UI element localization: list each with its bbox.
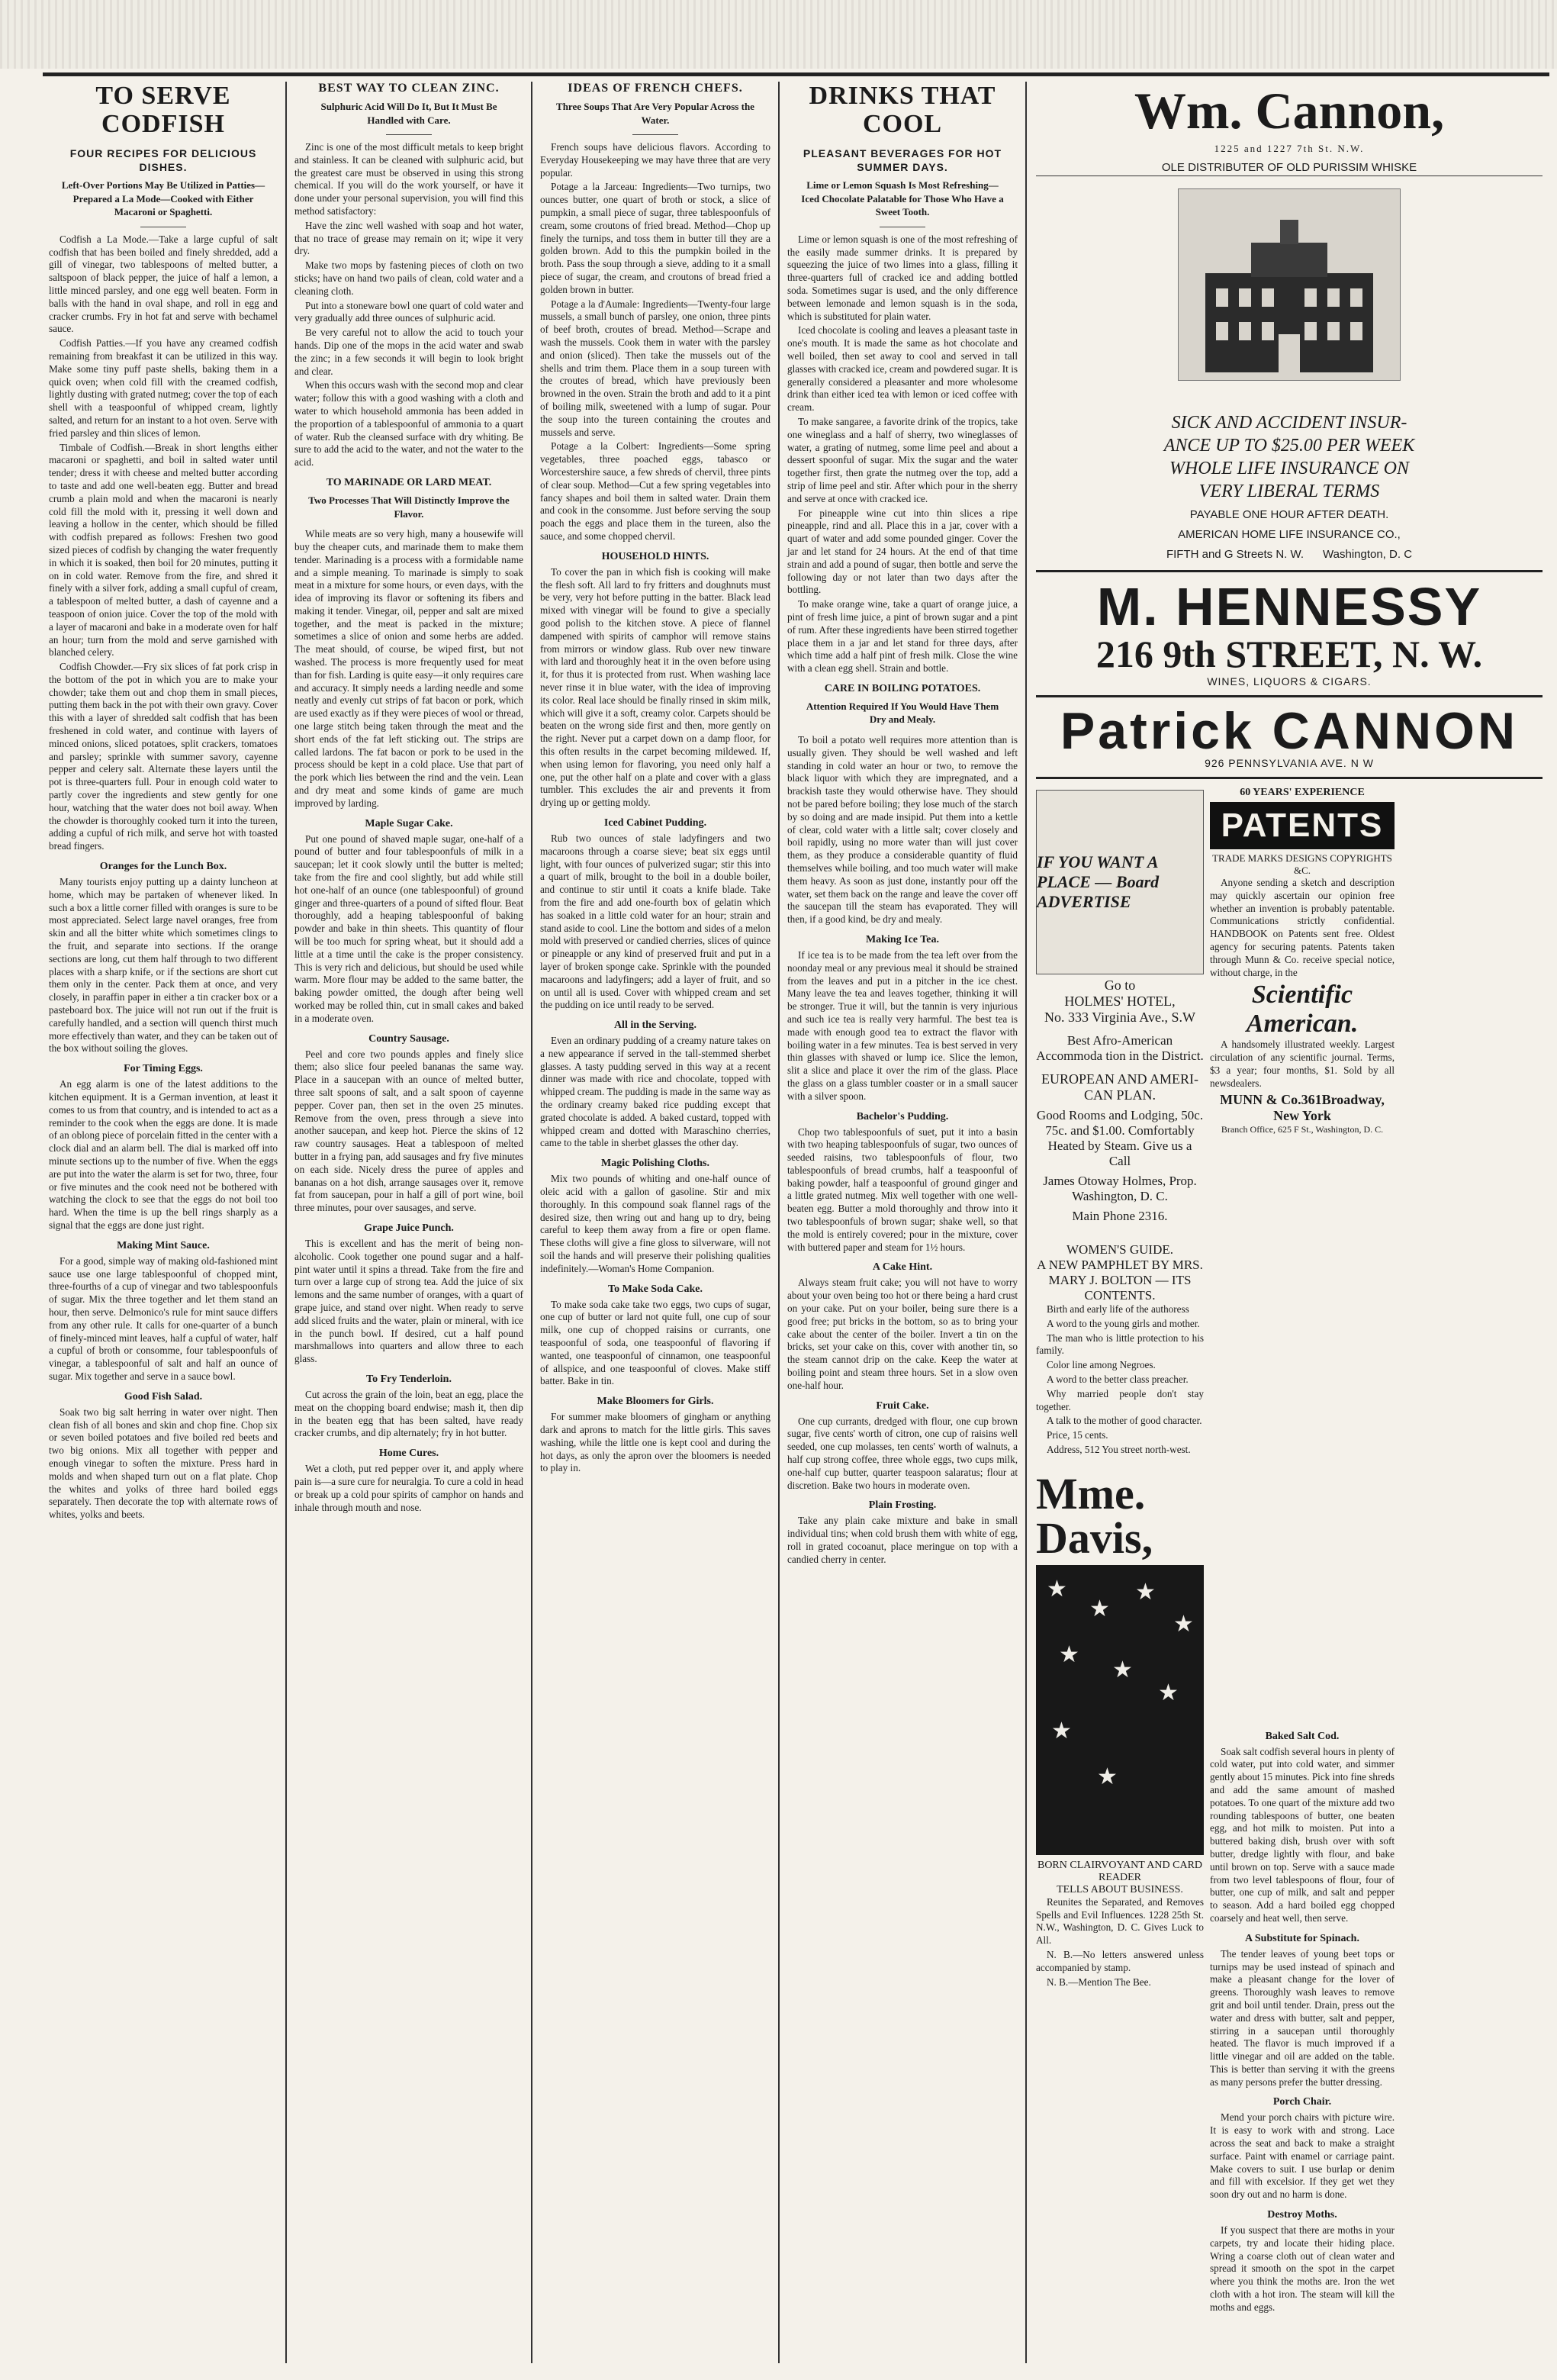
section-title: To Make Soda Cake. [608, 1283, 703, 1295]
ad-patents-and-recipes [1210, 787, 1395, 2316]
paragraph: French soups have delicious flavors. According to Everyday Housekeeping we may have three that are very popular. [540, 141, 770, 179]
section-title: Maple Sugar Cake. [365, 817, 453, 829]
section-title: HOUSEHOLD HINTS. [601, 550, 709, 562]
ad-holmes [1036, 787, 1204, 1990]
insurance-line: ANCE UP TO $25.00 PER WEEK [1163, 436, 1415, 456]
top-scan-band [0, 0, 1557, 69]
section-text: For a good, simple way of making old-fashioned mint sauce use one large tablespoonful of chopped mint, three-fourths of a cup of vinegar and two tablespoonfuls of sugar. Mix the three together and let them stand an hour, then serve. Delmonico's rule for mint sauce differs from any other rule. It calls for one-quarter of a bunch of finely-minced mint leaves, half a cupful of water, half a cupful of broth or consomme, four tablespoonfuls of vinegar, a tablespoonful of salt and half an ounce of sugar. Mix together and serve in a sauce bowl. [49, 1254, 278, 1382]
section-title: Making Ice Tea. [865, 933, 940, 945]
guide-pamphlet: A NEW PAMPHLET BY MRS. MARY J. BOLTON — ITS CONTENTS. [1037, 1258, 1203, 1303]
advertise-cartoon-icon: IF YOU WANT A PLACE — Board ADVERTISE [1036, 790, 1204, 974]
section-title: Fruit Cake. [876, 1399, 929, 1412]
holmes-plan: EUROPEAN AND AMERI-CAN PLAN. [1041, 1071, 1198, 1103]
section-title: Baked Salt Cod. [1265, 1730, 1340, 1742]
paragraph: To make orange wine, take a quart of orange juice, a pint of fresh lime juice, a pint of brown sugar and a pint of rum. After these ingredients have been stirred together place them in a jar and let stand for three days, after which time add a half pint of fresh milk. Close the wine with a clean egg shell. Strain and bottle. [787, 598, 1018, 675]
womens-guide [1036, 1242, 1204, 1457]
mme-davis-name: Mme. Davis, [1036, 1468, 1153, 1563]
paragraph: Potage a la Jarceau: Ingredients—Two turnips, two ounces butter, one quart of broth or stock, a slice of pumpkin, a small piece of sugar, three tablespoonfuls of cream, some croutons of fried bread. Method—Chop up finely the turnips, and toss them in butter till they are a golden brown. Add to this the pumpkin boiled in the broth. Pass the soup through a sieve, adding to it a small piece of sugar, the cream, and croutons of bread fried a golden brown in butter. [540, 181, 770, 295]
section-title: Magic Polishing Cloths. [601, 1158, 709, 1170]
section-text: Soak salt codfish several hours in plenty of cold water, put into cold water, and simmer gently about 15 minutes. Pick into fine shreds and add the same amount of mashed potatoes. To one quart of the mixture add two rounding tablespoons of butter, one beaten egg, and hot milk to moisten. Put into a buttered baking dish, brush over with soft butter, dredge lightly with flour, and bake until brown on top. Serve with a sauce made from two level tablespoons of flour, four of butter, one cup of milk, and salt and pepper to season. Add a hard boiled egg chopped coarsely and heat well, then serve. [1210, 1745, 1395, 1924]
section-text: While meats are so very high, many a housewife will buy the cheaper cuts, and marinade them to make them tender. Marinading is a process with a formidable name and a simple meaning. To marinade is simply to soak meat in a mixture for some hours, or even days, with the idea of improving its flavor or softening its fibers and making it tender. Vinegar, oil, pepper and salt are mixed together, and the meat is packed in the mixture; sometimes a slice of onion and some herbs are added. The meat should, of course, be wiped first, but not washed. The process is more frequently used for meat than for fish. Larding is quite easy—it only requires care and accuracy. It simply needs a larding needle and some neatly and evenly cut strips of fat bacon or pork, which are used exactly as if they were pieces of wool or thread, one large stitch being taken through the meat and the short ends of the fat left sticking out. The strips are called lardons. The fat bacon or pork to be used in the process should be kept in a cold place. Use that part of the pork which lies between the rind and the vein. Lean and dry meat and some kinds of game are much improved by larding. [294, 528, 523, 809]
section-text: Mix two pounds of whiting and one-half ounce of oleic acid with a gallon of gasoline. Stir and mix thoroughly. In this compound soak flannel rags of the desired size, then wring out and hang up to dry, being careful to keep them away from a fire or open flame. These cloths will give a fine gloss to silverware, will not soil the hands and will preserve their polishing qualities indefinitely.—Woman's Home Companion. [540, 1173, 770, 1274]
column-divider [285, 82, 287, 2363]
wm-cannon-name: Wm. Cannon, [1134, 82, 1445, 140]
section-title: Destroy Moths. [1267, 2209, 1337, 2221]
holmes-address: No. 333 Virginia Ave., S.W [1044, 1010, 1195, 1025]
holmes-desc: Best Afro-American Accommoda tion in the District. [1036, 1033, 1204, 1063]
davis-tells: TELLS ABOUT BUSINESS. [1057, 1883, 1183, 1895]
paragraph: Lime or lemon squash is one of the most refreshing of the easily made summer drinks. It is prepared by squeezing the juice of two limes into a glass, filling it three-quarters full of cracked ice and adding bottled soda. Sometimes sugar is used, and the only difference between lemonade and lemon squash is in the soda, which is substituted for plain water. [787, 233, 1018, 322]
paragraph: Zinc is one of the most difficult metals to keep bright and stainless. It can be cleaned with sulphuric acid, but the greatest care must be observed in using this strong chemical. If you will do the work yourself, or have it done under your personal supervision, you will find this method satisfactory: [294, 141, 523, 217]
star-portrait-icon: ★ ★ ★ ★ ★ ★ ★ ★ ★ [1036, 1565, 1204, 1855]
patents-years: 60 YEARS' EXPERIENCE [1240, 787, 1365, 798]
section-text: Cut across the grain of the loin, beat an egg, place the meat on the chopping board endwise; mash it, then dip in the beaten egg that has been salted, have ready cracker crumbs, and dip alternately; fry in hot butter. [294, 1388, 523, 1439]
section-text: Even an ordinary pudding of a creamy nature takes on a new appearance if served in the tall-stemmed sherbet glasses. A tasty pudding served in this way at a recent dinner was made with rice and chocolate, topped with whipped cream. The pudding is made in the same way as the ordinary creamy baked rice pudding except that grated chocolate is added. A baked custard, topped with whipped cream and dotted with Maraschino cherries, came to the table in sherbet glasses the other day. [540, 1035, 770, 1149]
paragraph: Iced chocolate is cooling and leaves a pleasant taste in one's mouth. It is made the same as hot chocolate and well boiled, then set away to cool and served in tall glasses with cracked ice, cream and powdered sugar. It is generally considered a pleasanter and more wholesome drink than either iced tea with lemon or iced coffee with cream. [787, 324, 1018, 414]
paragraph: When this occurs wash with the second mop and clear water; follow this with a good washing with a cloth and water to which household ammonia has been added in the proportion of a tablespoonful of ammonia to a quart of water. Rub the cleansed surface with dry whiting. Be sure to add the acid to the water, and not the water to the acid. [294, 379, 524, 469]
section-title: Make Bloomers for Girls. [597, 1396, 714, 1408]
section-title: Country Sausage. [368, 1032, 449, 1045]
subdeck-drinks: Lime or Lemon Squash Is Most Refreshing—Iced Chocolate Palatable for Those Who Have a Sweet Tooth. [801, 179, 1004, 218]
section-title: Home Cures. [378, 1448, 439, 1460]
insurance-location-right: Washington, D. C [1323, 548, 1413, 561]
subdeck-zinc: Sulphuric Acid Will Do It, But It Must Be Handled with Care. [320, 101, 497, 126]
holmes-rooms: Good Rooms and Lodging, 50c. 75c. and $1.00. Comfortably Heated by Steam. Give us a Call [1036, 1108, 1204, 1168]
guide-item: Birth and early life of the authoress [1047, 1303, 1189, 1315]
ad-separator [1036, 570, 1543, 572]
section-text: Mend your porch chairs with picture wire. It is easy to work with and strong. Lace across the seat and back to make a straight surface. Paint with enamel or carriage paint. Make covers to suit. I use burlap or denim and fill with excelsior. If they get wet they soon dry out and no harm is done. [1210, 2111, 1395, 2201]
paragraph: Codfish Chowder.—Fry six slices of fat pork crisp in the bottom of the pot in which you are to make your chowder; take them out and chop them in small pieces, putting them back in the pot with their own gravy. Cover this with a layer of shredded salt codfish that has been freshened in cold water, and continue with layers of minced onions, sliced potatoes, split crackers, tomatoes and parsley; sprinkle with summer savory, cayenne pepper and celery salt. Alternate these layers until the pot is three-quarters full. Pour in enough cold water to partly cover the ingredients and stew gently for one hour, watching that the water does not boil away. When the chowder is thoroughly cooked turn it into the tureen, adding a cupful of rich milk, and serve hot with toasted bread fingers. [49, 661, 278, 852]
section-title: For Timing Eggs. [124, 1063, 203, 1075]
davis-role: BORN CLAIRVOYANT AND CARD READER [1037, 1859, 1203, 1883]
section-title: CARE IN BOILING POTATOES. [824, 682, 981, 694]
holmes-phone: Main Phone 2316. [1072, 1209, 1168, 1223]
insurance-payable: PAYABLE ONE HOUR AFTER DEATH. [1189, 508, 1389, 521]
section-text: To make soda cake take two eggs, two cups of sugar, one cup of butter or lard not quite full, one cup of sour milk, one cup of chopped raisins or currants, one teaspoonful of soda, one teaspoonful of flavoring if wanted, one teaspoonful of cinnamon, one teaspoonful of allspice, and one teaspoonful of cloves. Make stiff batter. Bake in tin. [540, 1298, 770, 1387]
column-advertisements [1030, 82, 1549, 2363]
scientific-american: Scientific American. [1246, 981, 1359, 1039]
section-title: A Substitute for Spinach. [1245, 1932, 1359, 1944]
section-title: Bachelor's Pudding. [856, 1110, 949, 1122]
section-text: If you suspect that there are moths in your carpets, try and locate their hiding place. Wring a coarse cloth out of clean water and spread it smooth on the spot in the carpet where you think the moths are. Iron the wet cloth with a hot iron. The steam will kill the moths and eggs. [1210, 2224, 1395, 2313]
section-text: Soak two big salt herring in water over night. Then clean fish of all bones and skin and chop fine. Chop six or seven boiled potatoes and five boiled red beets and two big onions. Mix all together with pepper and enough vinegar to soften the mixture. Press hard in molds and when shaped turn out on a flat plate. Chop the whites and yolks of three hard boiled eggs separately. Then decorate the top with alternate rows of whites, yolks and beets. [49, 1406, 278, 1521]
section-text: To cover the pan in which fish is cooking will make the flesh soft. All lard to fry fritters and doughnuts must be very, very hot before putting in the batter. Black lead mixed with vinegar will be found to give a specially good polish to the kitchen stove. A piece of flannel dampened with spirits of camphor will remove stains from mirrors or window glass. Rub over new tinware with lard and thoroughly heat it in the oven before using it, for thus it is protected from rust. When washing lace never rinse it in blue water, with the idea of improving its color. Real lace should be finally rinsed in skim milk, which will give it a soft, creamy color. Carpets should be beaten on the wrong side first and then, more gently on the right. Never put a carpet down on a damp floor, for this often results in the carpet becoming mildewed. If, when using lemon for flavoring, you need only half a one, put the other half on a plate and cover with a glass tumbler. This excludes the air and prevents it from drying up or getting moldy. [540, 565, 770, 809]
section-text: An egg alarm is one of the latest additions to the kitchen equipment. It is a German invention, at least it comes to us from that country, and is intended to act as a reminder to the cook when the eggs are done. It is made of an oblong piece of porcelain fitted in the center with a clock dial and an alarm bell. The dial is marked off into minute sections up to the number of five. When the eggs are put into the water the alarm is set for two, three, four or five minutes and the cook need not be bothered with watching the clock to see that the eggs do not boil too hard. When the time is up the bell rings sharply as a signal that the eggs are done just right. [49, 1078, 278, 1231]
ad-wm-cannon [1036, 82, 1543, 381]
guide-item: A word to the young girls and mother. [1047, 1317, 1200, 1329]
section-text: One cup currants, dredged with flour, one cup brown sugar, five cents' worth of citron, one cup of raisins well seeded, one cup molasses, ten cents' worth of walnuts, a half cup strong coffee, three whole eggs, two cups milk, one-half cup butter, quarter teaspoon salaratus; flour at discretion. Bake two hours in moderate oven. [787, 1415, 1018, 1491]
section-text: Rub two ounces of stale ladyfingers and two macaroons through a coarse sieve; beat six eggs until light, with four ounces of pulverized sugar; stir this into a quart of milk, brought to the boil in a double boiler, and continue to stir until it coats a knife blade. Take from the fire and add one-fourth box of gelatin which has soaked in a little cold water for an hour; strain and stand aside to cool. Line the bottom and sides of a melon mold with preserved or candied cherries, slices of quince or pineapple or any kind of preserved fruit and put in a layer of broken sponge cake. Sprinkle with the pounded macaroons and ladyfingers; add a layer of fruit, and so on until all is used. Cover with whipped cream and set the pudding on ice until ready to be served. [540, 832, 770, 1011]
section-title: A Cake Hint. [872, 1261, 933, 1274]
ads-lower [1036, 787, 1543, 2313]
section-text: Wet a cloth, put red pepper over it, and apply where pain is—a sure cure for neuralgia. To cure a cold in head or break up a cold pour spirits of camphor on hands and inhale through mouth and nose. [294, 1463, 523, 1513]
section-text: Take any plain cake mixture and bake in small individual tins; when cold brush them with white of egg, roll in grated cocoanut, place meringue on top with a candied cherry in center. [787, 1515, 1018, 1565]
section-text: This is excellent and has the merit of being non-alcoholic. Cook together one pound sugar and a half-pint water until it spins a thread. Take from the fire and turn over a large cup of strong tea. Add the juice of six lemons and the same number of oranges, with a quart of grape juice, and stand over night. When ready to serve add sliced fruits and the water, plain or mineral, with ice in the punch bowl. If desired, cut a half pound marshmallows into quarters and allow three to each glass. [294, 1237, 523, 1365]
ad-separator [1036, 695, 1543, 697]
headline-zinc: BEST WAY TO CLEAN ZINC. [318, 82, 500, 95]
ad-patrick-cannon [1036, 702, 1543, 769]
section-title: TO MARINADE OR LARD MEAT. [326, 477, 492, 489]
insurance-line: SICK AND ACCIDENT INSUR- [1171, 413, 1407, 433]
separator [386, 134, 432, 135]
munn: MUNN & Co.361Broadway, New York [1220, 1091, 1385, 1123]
subdeck-codfish: Left-Over Portions May Be Utilized in Patties—Prepared a La Mode—Cooked with Either Macaroni or Spaghetti. [61, 179, 265, 218]
davis-nb1: N. B.—No letters answered unless accompanied by stamp. [1036, 1948, 1204, 1973]
section-title: Grape Juice Punch. [364, 1222, 454, 1234]
guide-item: Why married people don't stay together. [1036, 1387, 1204, 1412]
deck-drinks: PLEASANT BEVERAGES FOR HOT SUMMER DAYS. [803, 147, 1002, 173]
headline-french-chefs: IDEAS OF FRENCH CHEFS. [568, 82, 743, 95]
ad-hennessy [1036, 577, 1543, 688]
section-title: Porch Chair. [1272, 2096, 1332, 2108]
insurance-company: AMERICAN HOME LIFE INSURANCE CO., [1178, 528, 1401, 541]
guide-price: Price, 15 cents. [1047, 1429, 1108, 1441]
guide-item: Color line among Negroes. [1047, 1359, 1156, 1371]
insurance-location [1036, 547, 1543, 562]
ad-separator [1036, 777, 1543, 779]
section-text: For summer make bloomers of gingham or anything dark and aprons to match for the little girls. This saves washing, while the little one is kept cool and during the hot days, as only the apron over the bloomers is needed to play in. [540, 1411, 770, 1474]
column-drinks [781, 82, 1024, 2363]
insurance-line: WHOLE LIFE INSURANCE ON [1169, 459, 1409, 478]
paragraph: For pineapple wine cut into thin slices a ripe pineapple, rind and all. Place this in a jar, cover with a quart of water and add some pounded ginger. Cover the jar and let stand for 24 hours. At the end of that time strain and add a pound of sugar, then bottle and serve the following day or not later than two days after the bottling. [787, 507, 1018, 596]
section-title: Iced Cabinet Pudding. [603, 816, 707, 829]
section-title: To Fry Tenderloin. [366, 1373, 452, 1385]
column-french-chefs [534, 82, 777, 2363]
davis-text: Reunites the Separated, and Removes Spells and Evil Influences. 1228 25th St. N.W., Washington, D. C. Gives Luck to All. [1036, 1895, 1204, 1947]
insurance-location-left: FIFTH and G Streets N. W. [1166, 548, 1304, 561]
patents-marks: TRADE MARKS DESIGNS COPYRIGHTS &C. [1212, 852, 1392, 876]
paragraph: Have the zinc well washed with soap and hot water, that no trace of grease may remain on it; wipe it very dry. [294, 219, 523, 257]
wm-cannon-address: 1225 and 1227 7th St. N.W. [1214, 143, 1365, 154]
column-codfish [43, 82, 284, 2363]
hennessy-name: M. HENNESSY [1096, 577, 1482, 636]
davis-nb2: N. B.—Mention The Bee. [1047, 1976, 1151, 1988]
ad-insurance [1036, 411, 1543, 562]
paragraph: Codfish Patties.—If you have any creamed codfish remaining from breakfast it can be utilized in this way. Make some tiny puff paste shells, baking them in a quick oven; when cold fill with the creamed codfish, lightly dusting with grated nutmeg; cover the top of each shell with a teaspoonful of whipped cream, lightly salted, and return for an instant to a hot oven. Serve with fried parsley and thin slices of lemon. [49, 337, 278, 439]
headline-drinks: DRINKS THAT COOL [809, 82, 996, 139]
column-divider [1025, 82, 1027, 2363]
paragraph: Codfish a La Mode.—Take a large cupful of salt codfish that has been boiled and finely shredded, add a gill of vinegar, two tablespoons of melted butter, a saltspoon of black pepper, the juice of half a lemon, a little minced parsley, and one egg well beaten. Form in balls with the hand in oval shape, and roll in egg and cracker crumbs. Fry in hot fat and serve with bechamel sauce. [49, 233, 278, 335]
column-zinc [288, 82, 529, 2363]
wm-cannon-tagline: OLE DISTRIBUTER OF OLD PURISSIM WHISKE [1036, 161, 1543, 176]
section-title: Plain Frosting. [868, 1499, 937, 1512]
paragraph: Potage a la d'Aumale: Ingredients—Twenty-four large mussels, a small bunch of parsley, one onion, three pints of beef broth, croutes of bread. Method—Scrape and wash the mussels. Cook them in water with the parsley and onion (sliced). Then take the mussels out of the shells and trim them. Place them in a soup tureen with the croutes of bread, which have previously been browned in the oven. Strain the broth and add to it a pint of boiling milk, sweetened with a lump of sugar. Pour the soup into the tureen containing the croutes and mussels and serve. [540, 298, 770, 438]
section-text: Many tourists enjoy putting up a dainty luncheon at home, which may be partaken of whenever liked. In such a box a little corner filled with oranges is sure to be most appreciated. Select large navel oranges, free from skin and all the bitter white which sometimes clings to the fruit, and separate into sections. If the orange sections are long, cut them half through to two different places with a sharp knife, or if the sections are short cut them only in the center. Pack them at once, and very closely, in paraffin paper in either a tin cracker box or a pasteboard box. The juice will not run out if the fruit is carefully handled, and a section will quench thirst much more effectively than water, and they can be taken out of the box without soiling the gloves. [49, 876, 278, 1055]
section-title: All in the Serving. [613, 1019, 697, 1032]
patrick-cannon-name: Patrick CANNON [1060, 702, 1519, 760]
section-title: Good Fish Salad. [124, 1390, 203, 1403]
patents-title: PATENTS [1210, 802, 1395, 849]
section-title: Making Mint Sauce. [117, 1239, 210, 1251]
headline-codfish: TO SERVE CODFISH [95, 82, 231, 139]
paragraph: Put into a stoneware bowl one quart of cold water and very gradually add three ounces of sulphuric acid. [294, 299, 523, 324]
top-rule [43, 72, 1549, 76]
paragraph: Potage a la Colbert: Ingredients—Some spring vegetables, three poached eggs, tabasco or Worcestershire sauce, a few shreds of chervil, three pints of clear soup. Method—Cut a few spring vegetables into fancy shapes and boil them in salted water. Drain them and cook in the consomme. Just before serving the soup poach the eggs and place them in the tureen, also the sauce, and some chopped chervil. [540, 440, 770, 542]
munn-branch: Branch Office, 625 F St., Washington, D. C. [1221, 1123, 1384, 1135]
hennessy-goods: WINES, LIQUORS & CIGARS. [1207, 675, 1372, 688]
paragraph: Make two mops by fastening pieces of cloth on two sticks; have on hand two pails of clean, cold water and a cleaning cloth. [294, 259, 523, 297]
section-text: Put one pound of shaved maple sugar, one-half of a pound of butter and four tablespoonfuls of milk in a saucepan; let it cook slowly until the butter is melted; take from the fire and cool slightly, but add while still hot one-half of an ounce (one tablespoonful) of ground ginger and three-quarters of a pound of sifted flour. Beat thoroughly, add a heaping tablespoonful of baking powder and bake in thin sheets. This quantity of flour will be too much for spring wheat, but it should add a little at a time until the cake is the proper consistency. This is very rich and delicious, but should be used while warm. More flour may be added to the same batter, the baking powder omitted, the dough after being well worked may be rolled thin, cut in small cakes and baked in a moderate oven. [294, 833, 523, 1024]
section-deck: Attention Required If You Would Have Them Dry and Mealy. [806, 700, 999, 726]
section-text: If ice tea is to be made from the tea left over from the noonday meal or any previous meal it should be strained from the leaves and put in a pitcher in the ice chest. Many leave the tea and leaves together, thinking it will be stronger. True it will, but the tannin is very injurious and such ice tea is really very harmful. The best tea is made with enough good tea to extract the flavor with boiling water in a few minutes. Tea is best served in very thin glasses with shaved or lump ice. Slice the lemon, slit a slice and place it over the rim of the glass. Place the glass on a glass tumbler coaster or in a small saucer with a silver spoon. [787, 948, 1018, 1102]
paragraph: Be very careful not to allow the acid to touch your hands. Dip one of the mops in the acid water and swab the zinc; in a few seconds it will begin to look bright and clear. [294, 327, 523, 377]
section-title: Oranges for the Lunch Box. [99, 861, 227, 873]
column-divider [778, 82, 780, 2363]
deck-codfish: FOUR RECIPES FOR DELICIOUS DISHES. [69, 147, 257, 173]
ad-mme-davis [1036, 1468, 1204, 1989]
patrick-cannon-address: 926 PENNSYLVANIA AVE. N W [1205, 757, 1374, 769]
guide-title: WOMEN'S GUIDE. [1066, 1242, 1173, 1257]
column-divider [531, 82, 532, 2363]
guide-item: A talk to the mother of good character. [1047, 1415, 1202, 1427]
insurance-line: VERY LIBERAL TERMS [1198, 481, 1380, 501]
holmes-name: HOLMES' HOTEL, [1064, 994, 1176, 1009]
guide-address: Address, 512 You street north-west. [1047, 1443, 1191, 1455]
section-deck: Two Processes That Will Distinctly Improve the Flavor. [308, 494, 510, 520]
section-text: Peel and core two pounds apples and finely slice them; also slice four peeled bananas the same way. Place in a saucepan with an ounce of melted butter, three salt spoons of salt, and a salt spoon of cayenne pepper. Cover pan, then set in the oven 25 minutes. Remove from the oven, press through a sieve into another saucepan, and keep hot. Pierce the skins of 12 raw country sausages. Heat a tablespoon of melted butter in a frying pan, add sausages and fry five minutes on each side. Nicely dress the puree of apples and bananas on a hot dish, arrange sausages over it, remove fat from saucepan, pour in half a gill of port wine, boil three minutes, pour over sausages, and serve. [294, 1048, 523, 1214]
holmes-goto: Go to [1104, 977, 1136, 993]
paragraph: Timbale of Codfish.—Break in short lengths either macaroni or spaghetti, and boil in salted water until tender; dress it with cheese and melted butter according to taste and add one well-beaten egg. Butter and bread crumb a plain mold and when the macaroni is nearly cold fill the mold with it, pressing it well down and leaving a hollow in the center, which should be filled with codfish prepared as follows: Freshen two good sized pieces of codfish by changing the water frequently in which it is soaked, then boil for 20 minutes, putting it on in cold water. Remove from the fire, and shred it finely with a silver fork, adding a small cupful of cream, a tablespoon of melted butter, a dash of cayenne and a teaspoon of onion juice. Cover the top of the mold with a layer of macaroni and bake in a moderate oven for half an hour; turn from the mold and serve garnished with blanched celery. [49, 441, 278, 659]
section-text: The tender leaves of young beet tops or turnips may be used instead of spinach and make a pleasant change for the lover of greens. Thoroughly wash leaves to remove grit and boil until tender. Drain, press out the water and dress with butter, salt and pepper, stirring in a saucepan until thoroughly heated. The flavor is much improved if a little vinegar and oil are added on the table. This is better than serving it with the greens as many persons prefer the butter dressing. [1210, 1947, 1395, 2088]
separator [632, 134, 678, 135]
section-text: Always steam fruit cake; you will not have to worry about your oven being too hot or there being a hard crust on your cake. Put on your boiler, being sure there is a good free; put bricks in the bottom, so as to bring your cake about the center of the boiler. Invert a tin on the bricks, set your cake on this, cover with another tin, so the steam cannot drip on the cake. Keep the water at boiling point and steam three hours. Set in a slow oven one-half hour. [787, 1277, 1018, 1391]
patents-desc: Anyone sending a sketch and description may quickly ascertain our opinion free whether an invention is probably patentable. Communications strictly confidential. HANDBOOK on Patents sent free. Oldest agency for securing patents. Patents taken through Munn & Co. receive special notice, without charge, in the [1210, 877, 1395, 978]
section-text: Chop two tablespoonfuls of suet, put it into a basin with two heaping tablespoonfuls of sugar, two ounces of seeded raisins, two tablespoonfuls of flour, two tablespoonfuls of bread crumbs, half a teaspoonful of baking powder, half a teaspoonful of ground ginger and a little grated nutmeg. Mix well together with one well-beaten egg. Butter a mold thoroughly and throw into it two tablespoonfuls of brown sugar; shake well, so that the mold is entirely covered; pour in the mixture, cover with buttered paper and steam for 1½ hours. [787, 1126, 1018, 1253]
section-text: To boil a potato well requires more attention than is usually given. They should be well washed and left standing in cold water an hour or two, to remove the black liquor with which they are impregnated, and a brackish taste they would otherwise have. They should not be pared before boiling; they lose much of the starch by so doing and are made insipid. Put them into a kettle of clear, cold water with a little salt; cover closely and boil rapidly, using no more water than will just cover them, as they produce a considerable quantity of fluid themselves while boiling, and too much water will make them heavy. As soon as just done, instantly pour off the water, set them back on the range and leave the cover off the saucepan till the steam has evaporated. They will then, if a good kind, be dry and mealy. [787, 733, 1018, 926]
guide-item: A word to the better class preacher. [1047, 1373, 1189, 1385]
hennessy-address: 216 9th STREET, N. W. [1095, 633, 1483, 675]
holmes-prop: James Otoway Holmes, Prop. Washington, D. C. [1043, 1174, 1197, 1203]
paragraph: To make sangaree, a favorite drink of the tropics, take one wineglass and a half of sherry, two wineglasses of water, a grating of nutmeg, some lime peel and about a dessert spoonful of sugar. Mix the sugar and the water together first, then grate the nutmeg over the top, add a strip of lime peel and stir. After which pour in the sherry and serve at once with cracked ice. [787, 415, 1018, 504]
building-illustration-icon [1178, 188, 1401, 381]
sci-desc: A handsomely illustrated weekly. Largest circulation of any scientific journal. Terms, $3 a year; four months, $1. Sold by all newsdealers. [1210, 1039, 1395, 1089]
subdeck-french-chefs: Three Soups That Are Very Popular Across the Water. [556, 101, 754, 126]
guide-item: The man who is little protection to his family. [1036, 1332, 1204, 1357]
newspaper-page [43, 72, 1557, 2369]
